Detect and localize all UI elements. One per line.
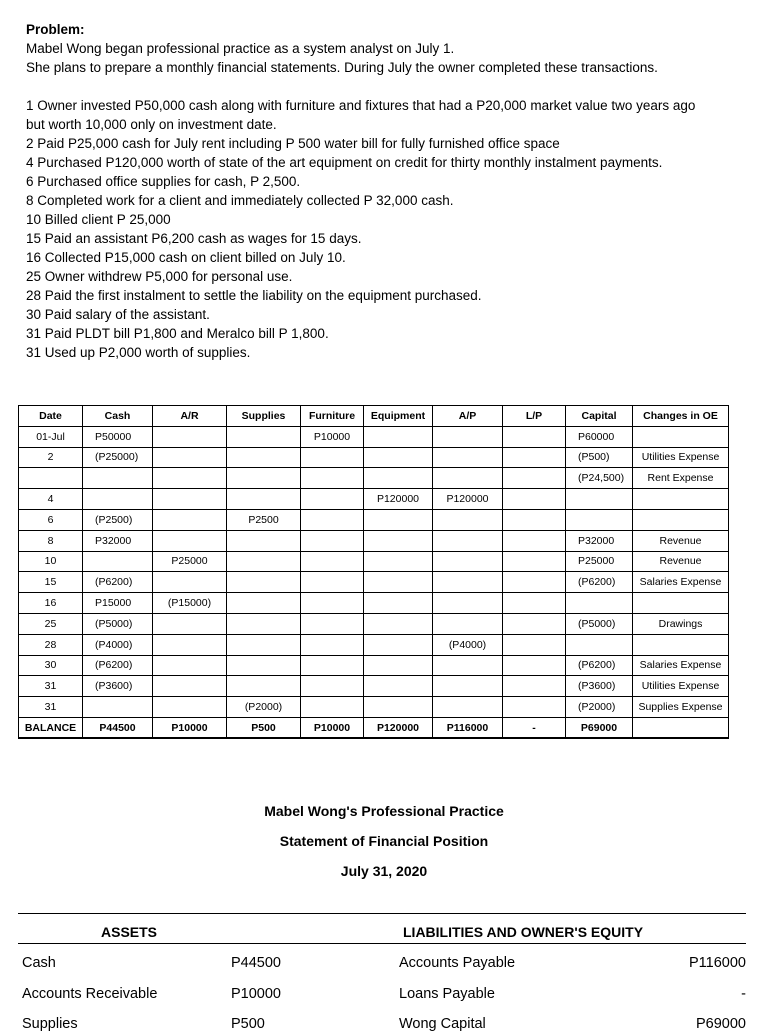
table-cell	[227, 655, 301, 676]
transaction-line: 6 Purchased office supplies for cash, P 2,500.	[26, 174, 301, 189]
table-cell	[153, 572, 227, 593]
table-cell	[227, 530, 301, 551]
table-cell	[433, 468, 503, 489]
table-cell: Salaries Expense	[633, 655, 729, 676]
table-cell	[301, 697, 364, 718]
balance-cell	[633, 717, 729, 738]
table-cell	[301, 551, 364, 572]
liability-value: -	[741, 986, 746, 1002]
balance-cell: -	[503, 717, 566, 738]
transaction-line: 25 Owner withdrew P5,000 for personal use.	[26, 269, 293, 284]
table-cell: 15	[19, 572, 83, 593]
table-cell: (P24,500)	[566, 468, 633, 489]
table-cell: (P6200)	[83, 572, 153, 593]
table-row	[19, 572, 729, 593]
table-cell: P120000	[364, 489, 433, 510]
table-row	[19, 593, 729, 614]
table-cell	[153, 489, 227, 510]
table-cell: P10000	[301, 426, 364, 447]
table-cell	[153, 697, 227, 718]
table-cell: (P6200)	[566, 655, 633, 676]
table-cell: (P6200)	[83, 655, 153, 676]
table-cell: (P2500)	[83, 509, 153, 530]
transaction-line: 2 Paid P25,000 cash for July rent including P 500 water bill for fully furnished office space	[26, 136, 560, 151]
asset-value: P10000	[231, 986, 281, 1002]
column-header: Changes in OE	[633, 406, 729, 427]
liabilities-header: LIABILITIES AND OWNER'S EQUITY	[403, 924, 644, 940]
table-cell: 4	[19, 489, 83, 510]
table-cell: Supplies Expense	[633, 697, 729, 718]
table-cell	[503, 655, 566, 676]
column-header: Capital	[566, 406, 633, 427]
table-cell	[503, 468, 566, 489]
table-cell: (P25000)	[83, 447, 153, 468]
table-cell: 31	[19, 676, 83, 697]
table-cell: (P5000)	[566, 613, 633, 634]
table-cell: (P4000)	[83, 634, 153, 655]
table-cell: Drawings	[633, 613, 729, 634]
balance-cell: P116000	[433, 717, 503, 738]
table-cell	[364, 530, 433, 551]
table-cell	[153, 613, 227, 634]
table-cell	[153, 447, 227, 468]
table-cell	[633, 634, 729, 655]
table-cell	[633, 593, 729, 614]
table-cell	[364, 593, 433, 614]
table-cell	[153, 676, 227, 697]
table-row	[19, 655, 729, 676]
problem-section	[26, 20, 756, 362]
table-cell: (P2000)	[227, 697, 301, 718]
liability-label: Loans Payable	[399, 986, 495, 1002]
table-cell	[364, 697, 433, 718]
table-cell	[503, 489, 566, 510]
table-cell: P120000	[433, 489, 503, 510]
table-cell	[83, 489, 153, 510]
table-cell	[503, 676, 566, 697]
table-cell: P32000	[83, 530, 153, 551]
balance-cell: P10000	[153, 717, 227, 738]
table-row	[19, 426, 729, 447]
transaction-line: 31 Paid PLDT bill P1,800 and Meralco bill P 1,800.	[26, 326, 329, 341]
table-cell	[227, 551, 301, 572]
table-cell: 6	[19, 509, 83, 530]
asset-value: P44500	[231, 955, 281, 971]
table-cell	[633, 426, 729, 447]
table-cell	[433, 572, 503, 593]
column-header: A/P	[433, 406, 503, 427]
table-cell: (P5000)	[83, 613, 153, 634]
table-cell: (P3600)	[83, 676, 153, 697]
table-cell: (P6200)	[566, 572, 633, 593]
table-cell	[433, 676, 503, 697]
table-cell	[503, 551, 566, 572]
table-row	[19, 697, 729, 718]
asset-label: Cash	[22, 955, 56, 971]
table-cell	[433, 447, 503, 468]
table-cell	[433, 530, 503, 551]
transaction-line: 30 Paid salary of the assistant.	[26, 307, 210, 322]
transaction-line: 10 Billed client P 25,000	[26, 212, 171, 227]
table-cell	[227, 676, 301, 697]
asset-value: P500	[231, 1016, 265, 1032]
table-cell	[19, 468, 83, 489]
table-cell	[301, 634, 364, 655]
table-row	[19, 489, 729, 510]
table-cell	[503, 447, 566, 468]
table-cell	[301, 613, 364, 634]
table-cell: Utilities Expense	[633, 676, 729, 697]
table-row	[19, 676, 729, 697]
table-cell	[227, 572, 301, 593]
table-cell: (P4000)	[433, 634, 503, 655]
table-row	[19, 613, 729, 634]
table-cell	[227, 634, 301, 655]
column-header: Cash	[83, 406, 153, 427]
table-cell	[503, 697, 566, 718]
table-cell: P25000	[153, 551, 227, 572]
table-cell: 31	[19, 697, 83, 718]
table-cell	[227, 489, 301, 510]
table-cell	[153, 634, 227, 655]
table-cell	[301, 572, 364, 593]
table-cell	[566, 593, 633, 614]
table-cell: Utilities Expense	[633, 447, 729, 468]
table-row	[19, 551, 729, 572]
table-cell: P50000	[83, 426, 153, 447]
table-cell	[83, 551, 153, 572]
table-cell	[153, 426, 227, 447]
table-cell: 8	[19, 530, 83, 551]
transaction-line: 8 Completed work for a client and immediately collected P 32,000 cash.	[26, 193, 454, 208]
transaction-line: 15 Paid an assistant P6,200 cash as wages for 15 days.	[26, 231, 362, 246]
table-row	[19, 634, 729, 655]
table-cell: 2	[19, 447, 83, 468]
balance-cell: P44500	[83, 717, 153, 738]
column-header: Date	[19, 406, 83, 427]
table-cell	[503, 426, 566, 447]
table-cell: Rent Expense	[633, 468, 729, 489]
table-cell: 01-Jul	[19, 426, 83, 447]
table-row	[19, 509, 729, 530]
balance-cell: P69000	[566, 717, 633, 738]
table-cell	[503, 593, 566, 614]
table-cell: Salaries Expense	[633, 572, 729, 593]
statement-title: Statement of Financial Position	[279, 833, 489, 849]
table-cell: P25000	[566, 551, 633, 572]
table-cell: P2500	[227, 509, 301, 530]
table-row	[19, 447, 729, 468]
table-cell: (P3600)	[566, 676, 633, 697]
transaction-line: but worth 10,000 only on investment date.	[26, 117, 277, 132]
table-cell	[301, 509, 364, 530]
table-cell	[433, 509, 503, 530]
table-cell	[566, 634, 633, 655]
divider	[18, 943, 746, 944]
accounting-equation-table	[18, 405, 729, 739]
table-cell	[364, 634, 433, 655]
asset-label: Accounts Receivable	[22, 986, 158, 1002]
statement-entity: Mabel Wong's Professional Practice	[264, 803, 504, 819]
transaction-line: 1 Owner invested P50,000 cash along with furniture and fixtures that had a P20,000 market value two years ago	[26, 98, 696, 113]
table-cell	[364, 426, 433, 447]
table-cell	[227, 447, 301, 468]
table-cell: (P2000)	[566, 697, 633, 718]
table-cell	[364, 468, 433, 489]
column-header: L/P	[503, 406, 566, 427]
table-cell	[503, 572, 566, 593]
assets-header: ASSETS	[101, 924, 158, 940]
table-cell	[566, 509, 633, 530]
transaction-line: 16 Collected P15,000 cash on client billed on July 10.	[26, 250, 346, 265]
table-cell	[364, 613, 433, 634]
liability-label: Wong Capital	[399, 1016, 486, 1032]
table-cell	[364, 572, 433, 593]
table-cell	[301, 489, 364, 510]
table-cell	[503, 530, 566, 551]
table-cell: 10	[19, 551, 83, 572]
table-cell	[433, 593, 503, 614]
table-cell	[433, 551, 503, 572]
table-cell	[227, 613, 301, 634]
table-cell	[83, 697, 153, 718]
table-cell	[227, 593, 301, 614]
table-cell: P15000	[83, 593, 153, 614]
problem-intro-line: She plans to prepare a monthly financial statements. During July the owner completed these transactions.	[26, 60, 658, 75]
table-cell	[503, 613, 566, 634]
table-cell	[364, 551, 433, 572]
balance-cell: BALANCE	[19, 717, 83, 738]
table-row	[19, 530, 729, 551]
table-cell	[301, 468, 364, 489]
table-cell	[153, 468, 227, 489]
table-cell	[301, 530, 364, 551]
balance-row	[19, 717, 729, 738]
problem-intro-line: Mabel Wong began professional practice as a system analyst on July 1.	[26, 41, 455, 56]
liability-label: Accounts Payable	[399, 955, 516, 971]
table-cell: 16	[19, 593, 83, 614]
table-row	[19, 468, 729, 489]
balance-cell: P10000	[301, 717, 364, 738]
problem-title: Problem:	[26, 22, 85, 37]
table-cell	[364, 509, 433, 530]
table-cell	[153, 509, 227, 530]
table-cell: 30	[19, 655, 83, 676]
table-cell	[364, 655, 433, 676]
table-cell	[364, 447, 433, 468]
table-cell	[301, 676, 364, 697]
divider	[18, 913, 746, 914]
table-cell	[633, 489, 729, 510]
column-header: A/R	[153, 406, 227, 427]
liability-value: P116000	[689, 955, 746, 971]
liability-value: P69000	[696, 1016, 746, 1032]
table-cell	[83, 468, 153, 489]
table-cell	[633, 509, 729, 530]
table-cell	[364, 676, 433, 697]
transaction-line: 31 Used up P2,000 worth of supplies.	[26, 345, 251, 360]
table-cell	[301, 655, 364, 676]
transaction-line: 4 Purchased P120,000 worth of state of the art equipment on credit for thirty monthly instalment payments.	[26, 155, 663, 170]
table-cell: Revenue	[633, 530, 729, 551]
asset-label: Supplies	[22, 1016, 78, 1032]
table-cell: Revenue	[633, 551, 729, 572]
table-cell	[433, 655, 503, 676]
table-cell	[503, 634, 566, 655]
table-cell: P32000	[566, 530, 633, 551]
column-header: Equipment	[364, 406, 433, 427]
table-cell	[153, 530, 227, 551]
table-cell: (P15000)	[153, 593, 227, 614]
column-header: Furniture	[301, 406, 364, 427]
table-cell	[566, 489, 633, 510]
column-header: Supplies	[227, 406, 301, 427]
table-cell: (P500)	[566, 447, 633, 468]
table-cell	[433, 697, 503, 718]
table-header-row	[19, 406, 729, 427]
statement-date: July 31, 2020	[340, 863, 428, 879]
transaction-line: 28 Paid the first instalment to settle the liability on the equipment purchased.	[26, 288, 482, 303]
table-cell	[227, 468, 301, 489]
table-cell: 25	[19, 613, 83, 634]
table-cell	[301, 447, 364, 468]
balance-cell: P500	[227, 717, 301, 738]
table-cell	[433, 613, 503, 634]
table-cell	[227, 426, 301, 447]
balance-cell: P120000	[364, 717, 433, 738]
table-cell	[503, 509, 566, 530]
table-cell	[153, 655, 227, 676]
table-cell: 28	[19, 634, 83, 655]
table-cell: P60000	[566, 426, 633, 447]
table-cell	[433, 426, 503, 447]
table-cell	[301, 593, 364, 614]
